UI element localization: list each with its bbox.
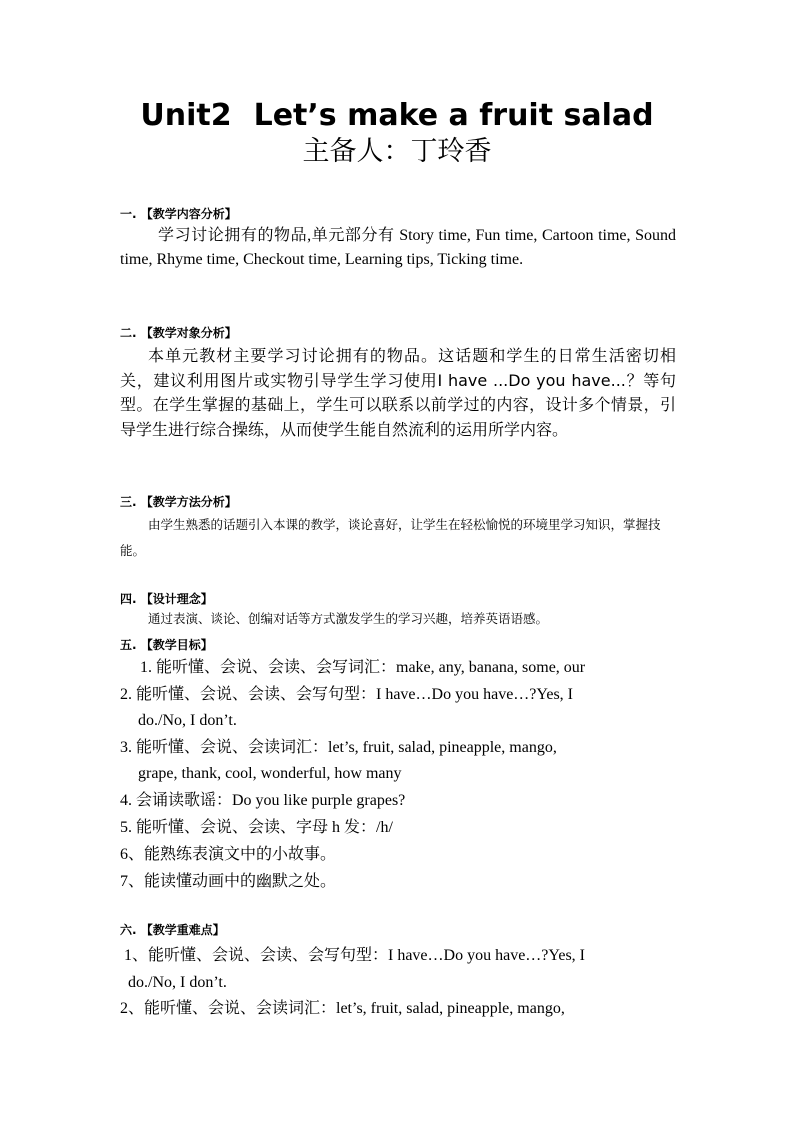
document-title <box>0 96 794 136</box>
objective-item: 6、能熟练表演文中的小故事。 <box>120 846 337 863</box>
section-3-heading: 三. 【教学方法分析】 <box>120 495 237 509</box>
section-1-heading: 一. 【教学内容分析】 <box>120 207 237 221</box>
title-unit: Unit2 <box>140 98 232 133</box>
objective-item: 7、能读懂动画中的幽默之处。 <box>120 873 337 890</box>
preparer-line: 主备人：丁玲香 <box>302 136 492 167</box>
key-point-item-continued: do./No, I don’t. <box>128 974 227 991</box>
objective-item-continued: do./No, I don’t. <box>138 712 237 729</box>
objective-item: 4. 会诵读歌谣：Do you like purple grapes? <box>120 792 406 809</box>
section-2-heading: 二. 【教学对象分析】 <box>120 326 237 340</box>
section-2-body: 本单元教材主要学习讨论拥有的物品。这话题和学生的日常生活密切相 关，建议利用图片或实物引导学生学习使用I have ...Do you have...？等句型。在学生掌握的基础上，学生可以联系以前学过的内容，设计多个情景，引导学生进行综合操练，从而使学生能自然流利的运用所学内容。 <box>120 346 676 439</box>
section-3-body: 由学生熟悉的话题引入本课的教学，谈论喜好，让学生在轻松愉悦的环境里学习知识，掌握技能。 <box>120 517 661 558</box>
objective-item: 5. 能听懂、会说、会读、字母 h 发：/h/ <box>120 819 393 836</box>
objective-item: 3. 能听懂、会说、会读词汇：let’s, fruit, salad, pineapple, mango, <box>120 739 557 756</box>
section-4-heading: 四. 【设计理念】 <box>120 592 213 606</box>
key-point-item: 1、能听懂、会说、会读、会写句型：I have…Do you have…?Yes, I <box>124 947 586 964</box>
objective-item: 2. 能听懂、会说、会读、会写句型：I have…Do you have…?Yes, I <box>120 686 574 703</box>
section-4-body: 通过表演、谈论、创编对话等方式激发学生的学习兴趣，培养英语语感。 <box>148 611 549 626</box>
title-topic: Let’s make a fruit salad <box>253 98 654 133</box>
objective-item-continued: grape, thank, cool, wonderful, how many <box>138 765 402 782</box>
key-point-item: 2、能听懂、会说、会读词汇：let’s, fruit, salad, pineapple, mango, <box>120 1000 565 1017</box>
objective-item: 1. 能听懂、会说、会读、会写词汇：make, any, banana, some, our <box>140 659 586 676</box>
section-1-body: 学习讨论拥有的物品,单元部分有 Story time, Fun time, Cartoon time, Sound time, Rhyme time, Checkout time, Learning tips, Ticking time. <box>120 227 676 268</box>
section-6-heading: 六. 【教学重难点】 <box>120 923 225 937</box>
section-5-heading: 五. 【教学目标】 <box>120 638 213 652</box>
